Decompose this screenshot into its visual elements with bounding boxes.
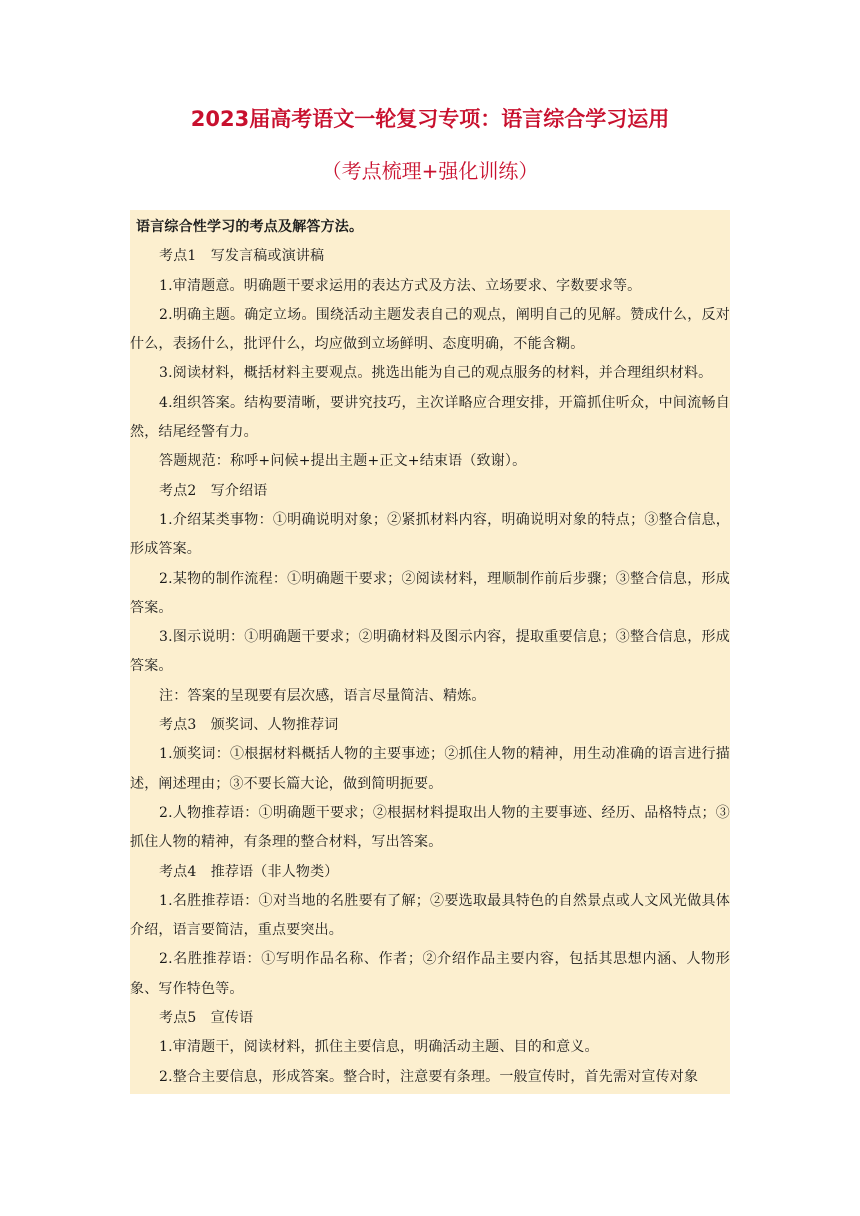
paragraph: 1.介绍某类事物：①明确说明对象；②紧抓材料内容，明确说明对象的特点；③整合信息，形成答案。 — [130, 511, 730, 558]
content-box — [130, 210, 730, 1094]
point-1-heading: 考点1 写发言稿或演讲稿 — [159, 248, 325, 265]
paragraph: 注：答案的呈现要有层次感，语言尽量简洁、精炼。 — [159, 687, 486, 704]
paragraph: 2.某物的制作流程：①明确题干要求；②阅读材料，理顺制作前后步骤；③整合信息，形成答案。 — [130, 570, 730, 616]
paragraph: 1.名胜推荐语：①对当地的名胜要有了解；②要选取最具特色的自然景点或人文风光做具体介绍，语言要简洁，重点要突出。 — [130, 892, 730, 939]
content-body — [130, 210, 730, 1092]
paragraph: 2.名胜推荐语：①写明作品名称、作者；②介绍作品主要内容，包括其思想内涵、人物形象、写作特色等。 — [130, 951, 730, 997]
point-4-heading: 考点4 推荐语（非人物类） — [159, 863, 339, 880]
point-3-heading: 考点3 颁奖词、人物推荐词 — [159, 717, 339, 734]
paragraph: 1.审清题意。明确题干要求运用的表达方式及方法、立场要求、字数要求等。 — [159, 277, 642, 294]
document-title: 2023届高考语文一轮复习专项：语言综合学习运用 — [190, 107, 670, 131]
paragraph: 2.人物推荐语：①明确题干要求；②根据材料提取出人物的主要事迹、经历、品格特点；③抓住人物的精神，有条理的整合材料，写出答案。 — [130, 804, 730, 851]
section-heading: 语言综合性学习的考点及解答方法。 — [136, 219, 364, 235]
paragraph: 2.明确主题。确定立场。围绕活动主题发表自己的观点，阐明自己的见解。赞成什么，反对什么，表扬什么，批评什么，均应做到立场鲜明、态度明确，不能含糊。 — [130, 306, 730, 353]
paragraph: 3.图示说明：①明确题干要求；②明确材料及图示内容，提取重要信息；③整合信息，形成答案。 — [130, 629, 730, 675]
point-5-heading: 考点5 宣传语 — [159, 1010, 254, 1027]
paragraph: 1.审清题干，阅读材料，抓住主要信息，明确活动主题、目的和意义。 — [159, 1039, 599, 1056]
paragraph: 3.阅读材料，概括材料主要观点。挑选出能为自己的观点服务的材料，并合理组织材料。 — [159, 365, 713, 382]
paragraph: 2.整合主要信息，形成答案。整合时，注意要有条理。一般宣传时，首先需对宣传对象 — [159, 1068, 699, 1085]
document-subtitle: （考点梳理+强化训练） — [321, 159, 539, 183]
paragraph: 4.组织答案。结构要清晰，要讲究技巧，主次详略应合理安排，开篇抓住听众，中间流畅自然，结尾经警有力。 — [130, 394, 730, 441]
paragraph: 1.颁奖词：①根据材料概括人物的主要事迹；②抓住人物的精神，用生动准确的语言进行描述，阐述理由；③不要长篇大论，做到简明扼要。 — [130, 746, 730, 792]
paragraph: 答题规范：称呼+问候+提出主题+正文+结束语（致谢）。 — [159, 453, 527, 470]
point-2-heading: 考点2 写介绍语 — [159, 482, 268, 499]
